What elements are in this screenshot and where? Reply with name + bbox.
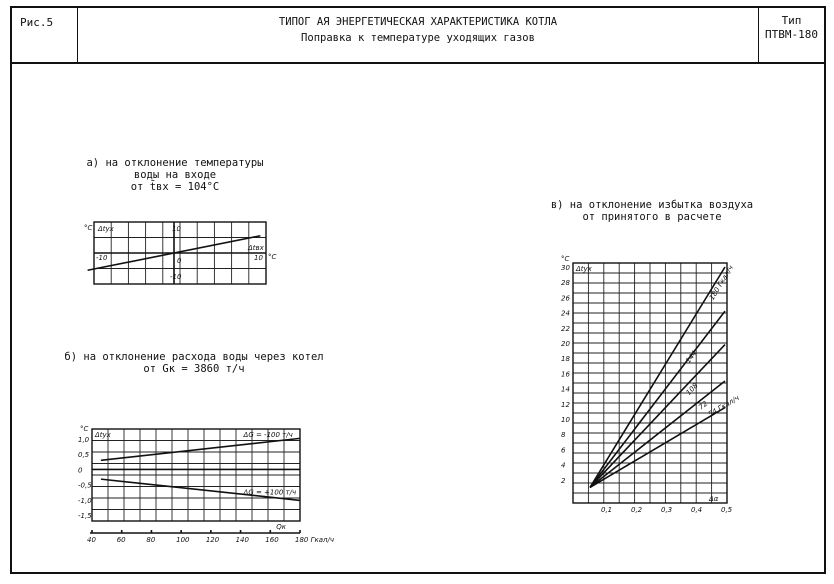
title-block-center [78, 8, 758, 68]
chart-a-title: а) на отклонение температуры воды на входе от t̄вх = 104°С [86, 157, 264, 193]
chart-v-xlabel: Δα [709, 495, 719, 503]
chart-v-ytick: 6 [561, 446, 566, 455]
chart-v-ytick: 24 [561, 309, 570, 318]
chart-b-xtick: 120 [205, 536, 220, 544]
chart-v-ytick: 20 [561, 340, 570, 348]
chart-a-xunit: °С [268, 253, 277, 261]
chart-a-ylabel: Δtух [98, 225, 114, 233]
chart-b-xtick: 60 [116, 536, 126, 544]
chart-b-series-label: ΔG = +100 т/ч [243, 488, 297, 497]
chart-v-xtick: 0,1 [601, 506, 613, 514]
chart-b-ytick: 1,0 [78, 436, 90, 444]
chart-v-title: в) на отклонение избытка воздуха от принятого в расчете [550, 199, 754, 223]
chart-b-series-label: ΔG = -100 т/ч [243, 430, 293, 439]
chart-v-ytick: 14 [561, 385, 570, 394]
chart-a-ytick: 10 [172, 225, 181, 233]
chart-v-ytick: 26 [561, 294, 570, 303]
chart-b-ytick: 0 [78, 466, 83, 475]
chart-v-yunit: °С [561, 255, 570, 263]
chart-v-ytick: 12 [561, 400, 570, 409]
chart-v-ytick: 10 [561, 416, 570, 424]
type-value: ПТВМ-180 [765, 28, 818, 41]
type-cell [758, 8, 824, 62]
chart-a-xtick: 10 [254, 254, 263, 262]
chart-v-series-label: 144 [684, 349, 699, 365]
chart-v-ylabel: Δtух [576, 265, 592, 273]
chart-b-xtick: 40 [87, 536, 96, 544]
chart-v-ytick: 16 [561, 370, 570, 379]
chart-b-yunit: °С [80, 425, 89, 433]
document-title: ТИПОГ АЯ ЭНЕРГЕТИЧЕСКАЯ ХАРАКТЕРИСТИКА КОТЛА [278, 16, 558, 28]
chart-b-xtick: 140 [235, 536, 249, 544]
chart-v-xtick: 0,2 [631, 506, 643, 514]
title-block [12, 8, 824, 64]
chart-v-ytick: 2 [561, 476, 566, 485]
chart-v-series-label: 54 Гкал/ч [706, 393, 741, 419]
chart-v-series-label: 72 [697, 399, 710, 412]
chart-v-ytick: 8 [561, 431, 566, 440]
chart-b-xtick: 80 [146, 536, 156, 544]
chart-b-xtick: 100 [176, 536, 190, 544]
drawing-sheet [10, 6, 826, 574]
document-subtitle: Поправка к температуре уходящих газов [301, 32, 535, 44]
chart-v-xtick: 0,3 [661, 506, 673, 514]
chart-b-ytick: 0,5 [78, 451, 90, 460]
chart-v-series-label: 108 [684, 381, 700, 397]
chart-a-xtick: 0 [177, 257, 182, 265]
chart-a-ytick: -10 [170, 273, 182, 281]
chart-v-series-label: 180 Гкал/ч [707, 264, 736, 302]
chart-b-ylabel: Δtух [95, 431, 111, 439]
chart-v-ytick: 28 [561, 279, 570, 288]
chart-b-xtick: 180 Гкал/ч [295, 536, 334, 544]
type-label: Тип [781, 14, 802, 27]
chart-b-ytick: -1,5 [78, 512, 92, 520]
chart-v-xtick: 0,5 [721, 506, 733, 514]
chart-b-ytick: -0,5 [78, 481, 92, 490]
chart-b-ytick: -1,0 [78, 496, 92, 505]
chart-b-xtick: 160 [265, 536, 279, 544]
figure-label: Рис.5 [12, 8, 78, 62]
chart-v-ytick: 22 [561, 324, 570, 333]
chart-v-ytick: 30 [561, 264, 570, 272]
chart-b-xlabel: Qк [276, 523, 286, 531]
chart-v-ytick: 18 [561, 355, 570, 364]
chart-a-yunit: °С [84, 224, 93, 232]
chart-v-xtick: 0,4 [691, 506, 703, 514]
chart-v-ytick: 4 [561, 461, 566, 470]
chart-a-xtick: -10 [96, 254, 108, 262]
chart-b-title: б) на отклонение расхода воды через котел от Gк = 3860 т/ч [64, 351, 324, 375]
chart-a-xlabel: Δtвх [248, 244, 264, 252]
